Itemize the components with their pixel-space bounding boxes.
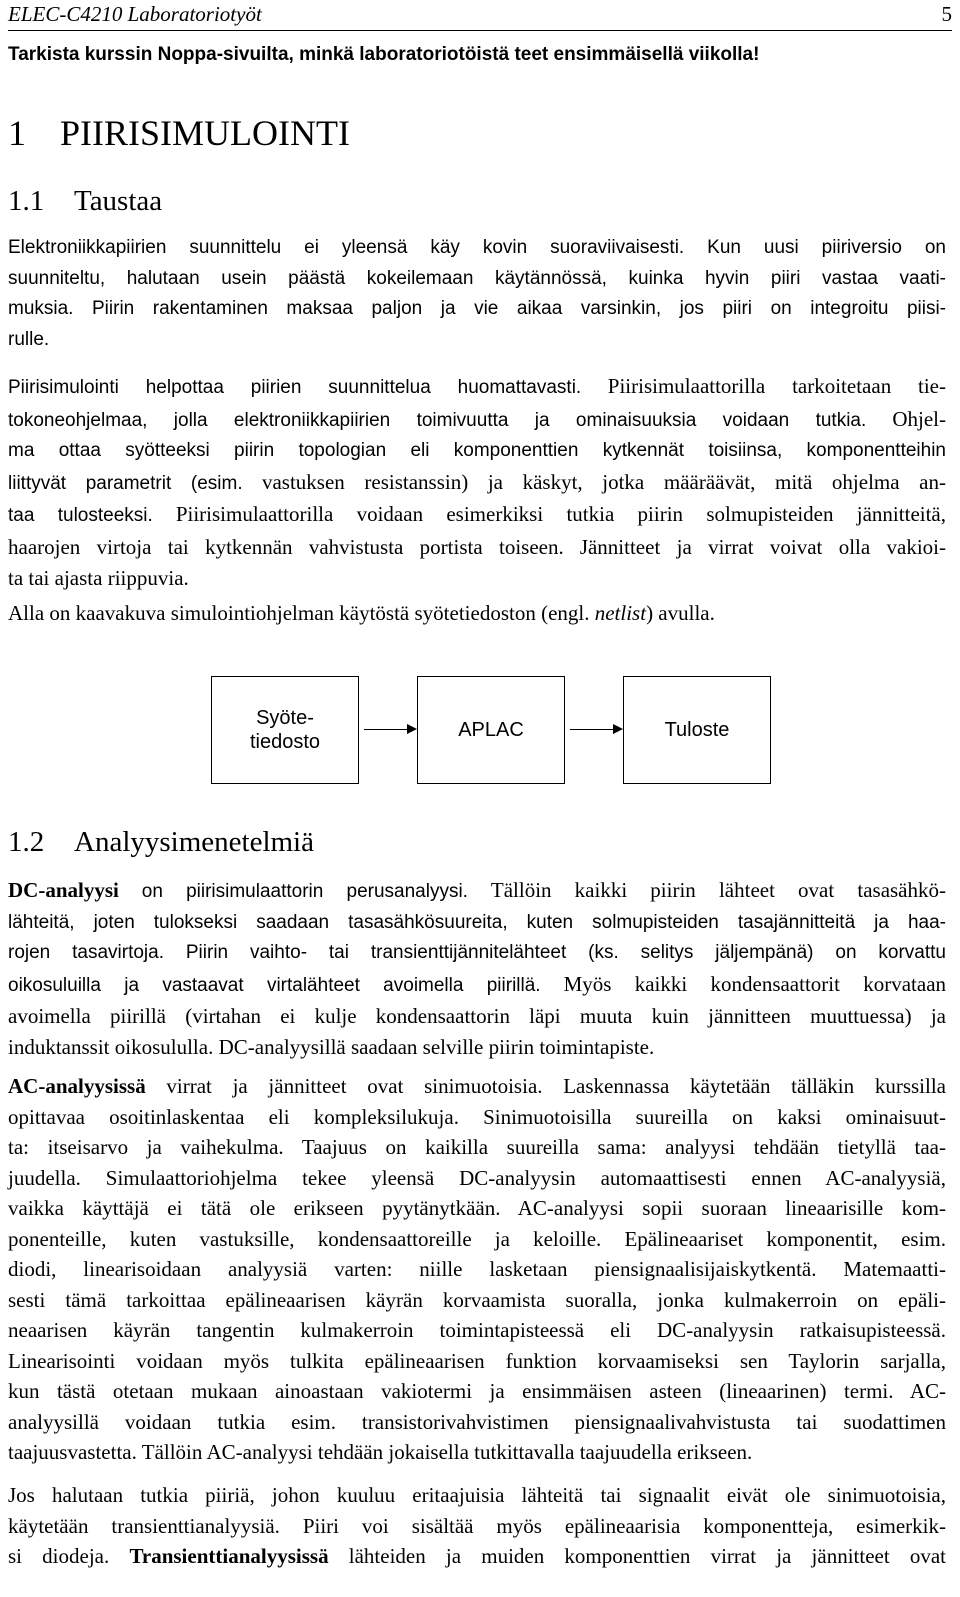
- text-line: avoimella piirillä (virtahan ei kulje kondensaattorin läpi muuta kuin jännitteen muuttuessa) ja: [8, 1004, 946, 1028]
- box-label: Tuloste: [664, 719, 730, 741]
- flow-diagram: [8, 676, 952, 788]
- text-fragment: haarojen virtoja tai kytkennän vahvistusta portista toiseen.: [8, 534, 564, 559]
- text-fragment: ) avulla.: [646, 601, 715, 625]
- text-fragment: on piirisimulaattorin perusanalyysi.: [141, 881, 468, 902]
- ac-analysis-paragraph: [8, 1071, 946, 1468]
- text-fragment: Piirisimulaattorilla voidaan esimerkiksi tutkia piirin solmupisteiden jännitteitä,: [175, 502, 946, 526]
- subsection-title: Taustaa: [74, 185, 163, 217]
- text-line: muksia. Piirin rakentaminen maksaa paljon ja vie aikaa varsinkin, jos piiri on integroitu piisi-: [8, 298, 946, 319]
- arrow-right-icon: [364, 729, 417, 731]
- box-label: tiedosto: [249, 731, 321, 753]
- text-line: käytetään transienttianalyysiä. Piiri voi sisältää myös epälineaarisia komponentteja, esimerkik-: [8, 1513, 946, 1538]
- text-fragment: Piirisimulaattorilla tarkoitetaan tie-: [607, 374, 946, 398]
- section-heading-1: [8, 112, 350, 154]
- text-line: induktanssit oikosululla. DC-analyysillä saadaan selville piirin toimintapiste.: [8, 1034, 655, 1059]
- text-fragment: taa tulosteeksi.: [8, 505, 153, 526]
- subsection-heading-taustaa: [8, 185, 162, 218]
- text-line: Jos halutaan tutkia piiriä, johon kuuluu eritaajuisia lähteitä tai signaalit eivät ole sinimuotoisia,: [8, 1483, 946, 1507]
- netlist-term: netlist: [594, 601, 647, 625]
- page-header: [8, 2, 952, 28]
- page-number: 5: [941, 2, 952, 26]
- box-label: APLAC: [458, 719, 524, 741]
- text-line: kun tästä otetaan mukaan ainoastaan vakiotermi ja ensimmäisen asteen (lineaarinen) termi. AC-: [8, 1379, 946, 1403]
- text-line: ponenteille, kuten vastuksille, kondensaattoreille ja keloille. Epälineaariset komponentit, esim.: [8, 1226, 946, 1251]
- box-label: Syöte-: [256, 707, 314, 729]
- aplac-box: [417, 676, 565, 784]
- section-title: PIIRISIMULOINTI: [60, 113, 350, 153]
- text-line: juudella. Simulaattoriohjelma tekee yleensä DC-analyysin automaattisesti ennen AC-analyysiä,: [8, 1165, 946, 1190]
- text-fragment: virrat ja jännitteet ovat sinimuotoisia. Laskennassa käytetään tälläkin kurssilla: [166, 1074, 946, 1098]
- section-number: 1: [8, 113, 26, 153]
- dc-analysis-paragraph: [8, 875, 946, 1062]
- transient-analysis-paragraph: [8, 1480, 946, 1572]
- text-fragment: Alla on kaavakuva simulointiohjelman käytöstä syötetiedoston (engl.: [8, 601, 590, 625]
- text-line: rulle.: [8, 328, 50, 350]
- text-fragment: tokoneohjelmaa, jolla elektroniikkapiirien toimivuutta ja ominaisuuksia voidaan tutkia.: [8, 409, 867, 431]
- subsection-heading-analyysimenetelmia: [8, 826, 314, 859]
- text-line: neaarisen käyrän tangentin kulmakerroin toimintapisteessä eli DC-analyysin ratkaisupisteessä.: [8, 1318, 946, 1342]
- text-line: Linearisointi voidaan myös tulkita epälineaarisen funktion korvaamiseksi sen Taylorin sarjalla,: [8, 1348, 946, 1373]
- text-fragment: lähteiden ja muiden komponenttien virrat ja jännitteet ovat: [348, 1544, 947, 1568]
- text-line: ta tai ajasta riippuvia.: [8, 566, 189, 590]
- text-line: opittavaa osoitinlaskentaa eli kompleksilukuja. Sinimuotoisilla suureilla on kaksi ominaisuut-: [8, 1104, 946, 1129]
- text-line: sesti tämä tarkoittaa epälineaarisen käyrän korvaamista suoralla, jonka kulmakerroin on epäli-: [8, 1287, 946, 1312]
- input-file-box: [211, 676, 359, 784]
- output-box: [623, 676, 771, 784]
- text-line: diodi, linearisoidaan analyysiä varten: niille lasketaan piensignaalisijaiskytkentä. Matemaatti-: [8, 1257, 946, 1281]
- subsection-title: Analyysimenetelmiä: [74, 826, 314, 858]
- text-fragment: vastuksen resistanssin) ja käskyt, jotka määräävät, mitä ohjelma an-: [261, 469, 946, 494]
- text-line: taajuusvastetta. Tällöin AC-analyysi tehdään jokaisella tutkittavalla taajuudella erikseen.: [8, 1440, 753, 1464]
- text-fragment: oikosuluilla ja vastaavat virtalähteet avoimella piirillä.: [8, 974, 541, 996]
- text-line: lähteitä, joten tulokseksi saadaan tasasähkösuureita, kuten solmupisteiden tasajännitteitä ja haa-: [8, 911, 946, 933]
- text-fragment: liittyvät parametrit (esim.: [8, 472, 243, 494]
- noppa-notice: Tarkista kurssin Noppa-sivuilta, minkä laboratoriotöistä teet ensimmäisellä viikolla!: [8, 44, 760, 65]
- text-fragment: Jännitteet ja virrat voivat olla vakioi-: [579, 534, 946, 559]
- text-fragment: Myös kaikki kondensaattorit korvataan: [563, 971, 947, 996]
- subsection-number: 1.2: [8, 826, 45, 858]
- text-fragment: Piirisimulointi helpottaa piirien suunnittelua huomattavasti.: [8, 377, 582, 398]
- text-line: Elektroniikkapiirien suunnittelu ei yleensä käy kovin suoraviivaisesti. Kun uusi piiriversio on: [8, 237, 946, 258]
- text-line: analyysillä voidaan tutkia esim. transistorivahvistimen piensignaalivahvistusta tai suodattimen: [8, 1409, 946, 1434]
- header-rule: [8, 30, 952, 31]
- text-line: suunniteltu, halutaan usein päästä kokeilemaan käytännössä, kuinka hyvin piiri vastaa vaati-: [8, 267, 946, 289]
- text-fragment: Ohjel-: [892, 406, 947, 431]
- text-line: vaikka käyttäjä ei tätä ole erikseen pyytänytkään. AC-analyysi sopii suoraan lineaarisille kom-: [8, 1196, 946, 1220]
- text-fragment: Tällöin kaikki piirin lähteet ovat tasasähkö-: [490, 878, 946, 902]
- text-line: ta: itseisarvo ja vaihekulma. Taajuus on kaikilla suureilla sama: analyysi tehdään tietyllä taa-: [8, 1135, 946, 1159]
- document-page: [8, 0, 952, 1597]
- course-title: ELEC-C4210 Laboratoriotyöt: [8, 2, 262, 26]
- dc-term: DC-analyysi: [8, 878, 119, 902]
- ac-term: AC-analyysissä: [8, 1074, 146, 1098]
- text-line: rojen tasavirtoja. Piirin vaihto- tai transienttijännitelähteet (ks. selitys jäljempänä) on korvattu: [8, 942, 946, 963]
- arrow-right-icon: [570, 729, 623, 731]
- diagram-intro: [8, 598, 946, 629]
- intro-paragraph-2: [8, 371, 946, 594]
- text-line: ma ottaa syötteeksi piirin topologian eli komponenttien kytkennät toisiinsa, komponentteihin: [8, 440, 946, 461]
- text-fragment: si diodeja.: [8, 1544, 110, 1568]
- intro-paragraph-1: [8, 233, 946, 355]
- subsection-number: 1.1: [8, 185, 45, 217]
- transient-term: Transienttianalyysissä: [129, 1544, 329, 1568]
